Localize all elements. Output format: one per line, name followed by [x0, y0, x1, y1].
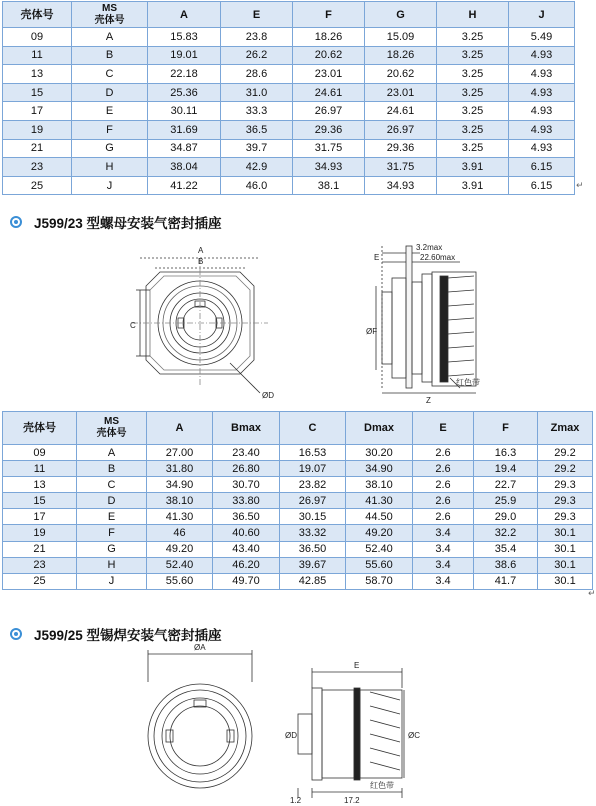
table-cell: 18.26: [293, 28, 365, 47]
table-cell: 42.85: [280, 573, 346, 589]
table-cell: 17: [3, 102, 72, 121]
col-header-a: A: [148, 2, 221, 28]
table-cell: H: [77, 557, 147, 573]
section-title-2: J599/25 型锡焊安装气密封插座: [34, 628, 222, 643]
table-cell: 30.1: [538, 557, 593, 573]
table-cell: 42.9: [221, 158, 293, 177]
table-cell: 26.97: [280, 493, 346, 509]
table-cell: 4.93: [509, 83, 575, 102]
table-cell: 3.25: [437, 102, 509, 121]
side-view: [376, 246, 476, 393]
table-cell: 46: [147, 525, 213, 541]
table-row: [3, 102, 575, 121]
table-cell: 30.1: [538, 525, 593, 541]
table-cell: 3.91: [437, 176, 509, 195]
col-header-e: E: [221, 2, 293, 28]
table-cell: 34.93: [365, 176, 437, 195]
table-cell: 19.07: [280, 461, 346, 477]
table-cell: 15: [3, 83, 72, 102]
table-cell: J: [77, 573, 147, 589]
col-header-g: G: [365, 2, 437, 28]
table-cell: 16.53: [280, 445, 346, 461]
table-cell: 52.40: [147, 557, 213, 573]
table-cell: 30.1: [538, 573, 593, 589]
table-row: [3, 573, 593, 589]
table-cell: 38.1: [293, 176, 365, 195]
table-cell: 29.2: [538, 461, 593, 477]
col-header-ms-shell: MS 壳体号: [77, 412, 147, 445]
table-cell: 29.3: [538, 509, 593, 525]
col-header-zmax: Zmax: [538, 412, 593, 445]
table-cell: 30.15: [280, 509, 346, 525]
table-cell: 33.32: [280, 525, 346, 541]
table-cell: 3.4: [413, 557, 474, 573]
table-row: [3, 477, 593, 493]
table-cell: 38.10: [147, 493, 213, 509]
label-z: Z: [426, 396, 431, 405]
table-cell: 55.60: [147, 573, 213, 589]
table-cell: 55.60: [346, 557, 413, 573]
col-header-bmax: Bmax: [213, 412, 280, 445]
table-cell: B: [77, 461, 147, 477]
table-cell: B: [72, 46, 148, 65]
table-cell: 3.25: [437, 46, 509, 65]
table-cell: 36.50: [280, 541, 346, 557]
table-cell: 41.30: [346, 493, 413, 509]
table-cell: 4.93: [509, 65, 575, 84]
table-row: [3, 120, 575, 139]
table-row: [3, 46, 575, 65]
table-cell: 25.9: [474, 493, 538, 509]
table-cell: 25: [3, 573, 77, 589]
table-cell: D: [77, 493, 147, 509]
col-header-a: A: [147, 412, 213, 445]
table-cell: 3.25: [437, 120, 509, 139]
table-cell: 29.3: [538, 477, 593, 493]
solder-mount-drawing: [130, 642, 440, 806]
front-view: [132, 258, 268, 393]
table-cell: 24.61: [293, 83, 365, 102]
table-cell: 23.8: [221, 28, 293, 47]
table-cell: 29.3: [538, 493, 593, 509]
table-cell: 52.40: [346, 541, 413, 557]
table-cell: 6.15: [509, 158, 575, 177]
table-cell: 49.70: [213, 573, 280, 589]
table-row: [3, 139, 575, 158]
table-cell: 35.4: [474, 541, 538, 557]
table-cell: 30.11: [148, 102, 221, 121]
table-cell: 41.30: [147, 509, 213, 525]
table-cell: 2.6: [413, 461, 474, 477]
table-cell: 34.90: [346, 461, 413, 477]
table-cell: 36.5: [221, 120, 293, 139]
table-cell: 3.25: [437, 139, 509, 158]
table-cell: 26.80: [213, 461, 280, 477]
table-cell: 22.18: [148, 65, 221, 84]
table-cell: 4.93: [509, 102, 575, 121]
label-dim-22-60max: 22.60max: [420, 253, 456, 262]
label-a: ØA: [194, 643, 206, 652]
table-cell: 30.1: [538, 541, 593, 557]
table-cell: 21: [3, 541, 77, 557]
table-header-row: [3, 2, 575, 28]
table-cell: 39.7: [221, 139, 293, 158]
label-dim-3-2max: 3.2max: [416, 243, 443, 252]
table-cell: 3.91: [437, 158, 509, 177]
table-cell: 3.25: [437, 65, 509, 84]
table-cell: 41.7: [474, 573, 538, 589]
table-cell: 23.01: [365, 83, 437, 102]
return-mark: ↵: [576, 180, 584, 190]
col-header-f: F: [474, 412, 538, 445]
table-cell: 3.4: [413, 525, 474, 541]
table-cell: 11: [3, 46, 72, 65]
table-cell: 34.90: [147, 477, 213, 493]
table-cell: 2.6: [413, 509, 474, 525]
table-cell: 31.75: [293, 139, 365, 158]
table-cell: 20.62: [293, 46, 365, 65]
front-view: [148, 650, 252, 788]
table-cell: 23.01: [293, 65, 365, 84]
table-cell: 23: [3, 158, 72, 177]
table-cell: 22.7: [474, 477, 538, 493]
label-d: ØD: [285, 731, 297, 740]
col-header-f: F: [293, 2, 365, 28]
label-c: ØC: [408, 731, 420, 740]
label-dim-17-2: 17.2: [344, 796, 360, 805]
section-heading-1: [10, 212, 222, 232]
label-c: C: [130, 321, 136, 330]
table-cell: A: [72, 28, 148, 47]
section-title-1: J599/23 型螺母安装气密封插座: [34, 216, 222, 231]
label-e: E: [374, 253, 380, 262]
circle-bullet-icon: [10, 216, 22, 228]
nut-mount-drawing: [120, 238, 510, 408]
table-cell: 2.6: [413, 493, 474, 509]
table-cell: F: [77, 525, 147, 541]
table-cell: 4.93: [509, 46, 575, 65]
table-cell: E: [72, 102, 148, 121]
table-cell: 31.69: [148, 120, 221, 139]
side-view: [298, 668, 404, 798]
table-cell: 09: [3, 445, 77, 461]
label-e: E: [354, 661, 360, 670]
table-row: [3, 461, 593, 477]
table-cell: H: [72, 158, 148, 177]
table-cell: C: [77, 477, 147, 493]
table-cell: 38.10: [346, 477, 413, 493]
table-header-row: [3, 412, 593, 445]
table-cell: 41.22: [148, 176, 221, 195]
table-row: [3, 28, 575, 47]
spec-table-2: [2, 411, 593, 590]
label-d: ØD: [262, 391, 274, 400]
table-cell: 43.40: [213, 541, 280, 557]
table-cell: 26.97: [293, 102, 365, 121]
table-row: [3, 158, 575, 177]
label-red-band: 红色带: [456, 378, 480, 387]
table-cell: 5.49: [509, 28, 575, 47]
table-row: [3, 557, 593, 573]
table-cell: 19.4: [474, 461, 538, 477]
col-header-shell: 壳体号: [3, 412, 77, 445]
table-cell: 31.75: [365, 158, 437, 177]
table-cell: 15: [3, 493, 77, 509]
table-cell: F: [72, 120, 148, 139]
table-cell: 27.00: [147, 445, 213, 461]
table-cell: 4.93: [509, 120, 575, 139]
table-cell: 17: [3, 509, 77, 525]
col-header-dmax: Dmax: [346, 412, 413, 445]
section-heading-2: [10, 624, 222, 644]
table-cell: D: [72, 83, 148, 102]
table-cell: 23: [3, 557, 77, 573]
col-header-h: H: [437, 2, 509, 28]
table-cell: 3.25: [437, 83, 509, 102]
table-cell: 31.0: [221, 83, 293, 102]
table-cell: 21: [3, 139, 72, 158]
table-cell: 09: [3, 28, 72, 47]
table-cell: 46.20: [213, 557, 280, 573]
table-cell: 23.82: [280, 477, 346, 493]
table-cell: 25.36: [148, 83, 221, 102]
table-cell: A: [77, 445, 147, 461]
table-cell: 2.6: [413, 445, 474, 461]
table-cell: 32.2: [474, 525, 538, 541]
table-cell: 29.2: [538, 445, 593, 461]
table-cell: 19: [3, 120, 72, 139]
table-cell: 34.93: [293, 158, 365, 177]
table-cell: 30.70: [213, 477, 280, 493]
table-row: [3, 83, 575, 102]
table-cell: G: [77, 541, 147, 557]
table-cell: 46.0: [221, 176, 293, 195]
table-row: [3, 493, 593, 509]
table-cell: 26.97: [365, 120, 437, 139]
table-cell: 33.80: [213, 493, 280, 509]
table-cell: 18.26: [365, 46, 437, 65]
table-cell: 3.25: [437, 28, 509, 47]
circle-bullet-icon: [10, 628, 22, 640]
table-cell: 6.15: [509, 176, 575, 195]
table-cell: E: [77, 509, 147, 525]
label-b: B: [198, 257, 204, 266]
table-cell: 25: [3, 176, 72, 195]
table-cell: 38.6: [474, 557, 538, 573]
table-cell: 24.61: [365, 102, 437, 121]
col-header-j: J: [509, 2, 575, 28]
table-cell: 29.0: [474, 509, 538, 525]
table-cell: J: [72, 176, 148, 195]
table-row: [3, 445, 593, 461]
label-a: A: [198, 246, 204, 255]
table-cell: 34.87: [148, 139, 221, 158]
table-cell: 16.3: [474, 445, 538, 461]
table-cell: 19: [3, 525, 77, 541]
table-cell: 29.36: [293, 120, 365, 139]
table-cell: 2.6: [413, 477, 474, 493]
table-cell: 23.40: [213, 445, 280, 461]
table-cell: 4.93: [509, 139, 575, 158]
table-cell: 28.6: [221, 65, 293, 84]
table-cell: 19.01: [148, 46, 221, 65]
table-cell: 15.09: [365, 28, 437, 47]
table-cell: 49.20: [147, 541, 213, 557]
table-cell: 58.70: [346, 573, 413, 589]
table-cell: 13: [3, 65, 72, 84]
table-row: [3, 176, 575, 195]
table-row: [3, 65, 575, 84]
table-cell: G: [72, 139, 148, 158]
table-row: [3, 541, 593, 557]
col-header-shell: 壳体号: [3, 2, 72, 28]
table-row: [3, 509, 593, 525]
table-cell: C: [72, 65, 148, 84]
table-cell: 13: [3, 477, 77, 493]
table-cell: 49.20: [346, 525, 413, 541]
table-cell: 20.62: [365, 65, 437, 84]
table-cell: 38.04: [148, 158, 221, 177]
table-row: [3, 525, 593, 541]
col-header-c: C: [280, 412, 346, 445]
table-cell: 29.36: [365, 139, 437, 158]
table-cell: 30.20: [346, 445, 413, 461]
col-header-e: E: [413, 412, 474, 445]
label-f: ØF: [366, 327, 378, 336]
table-cell: 3.4: [413, 573, 474, 589]
label-dim-1-2: 1.2: [290, 796, 302, 805]
return-mark: ↵: [588, 588, 596, 598]
table-cell: 33.3: [221, 102, 293, 121]
table-cell: 3.4: [413, 541, 474, 557]
table-cell: 44.50: [346, 509, 413, 525]
table-cell: 11: [3, 461, 77, 477]
table-cell: 26.2: [221, 46, 293, 65]
table-cell: 15.83: [148, 28, 221, 47]
spec-table-1: [2, 1, 575, 195]
table-cell: 36.50: [213, 509, 280, 525]
col-header-ms-shell: MS 壳体号: [72, 2, 148, 28]
table-cell: 40.60: [213, 525, 280, 541]
label-red-band: 红色带: [370, 781, 394, 790]
table-cell: 39.67: [280, 557, 346, 573]
table-cell: 31.80: [147, 461, 213, 477]
